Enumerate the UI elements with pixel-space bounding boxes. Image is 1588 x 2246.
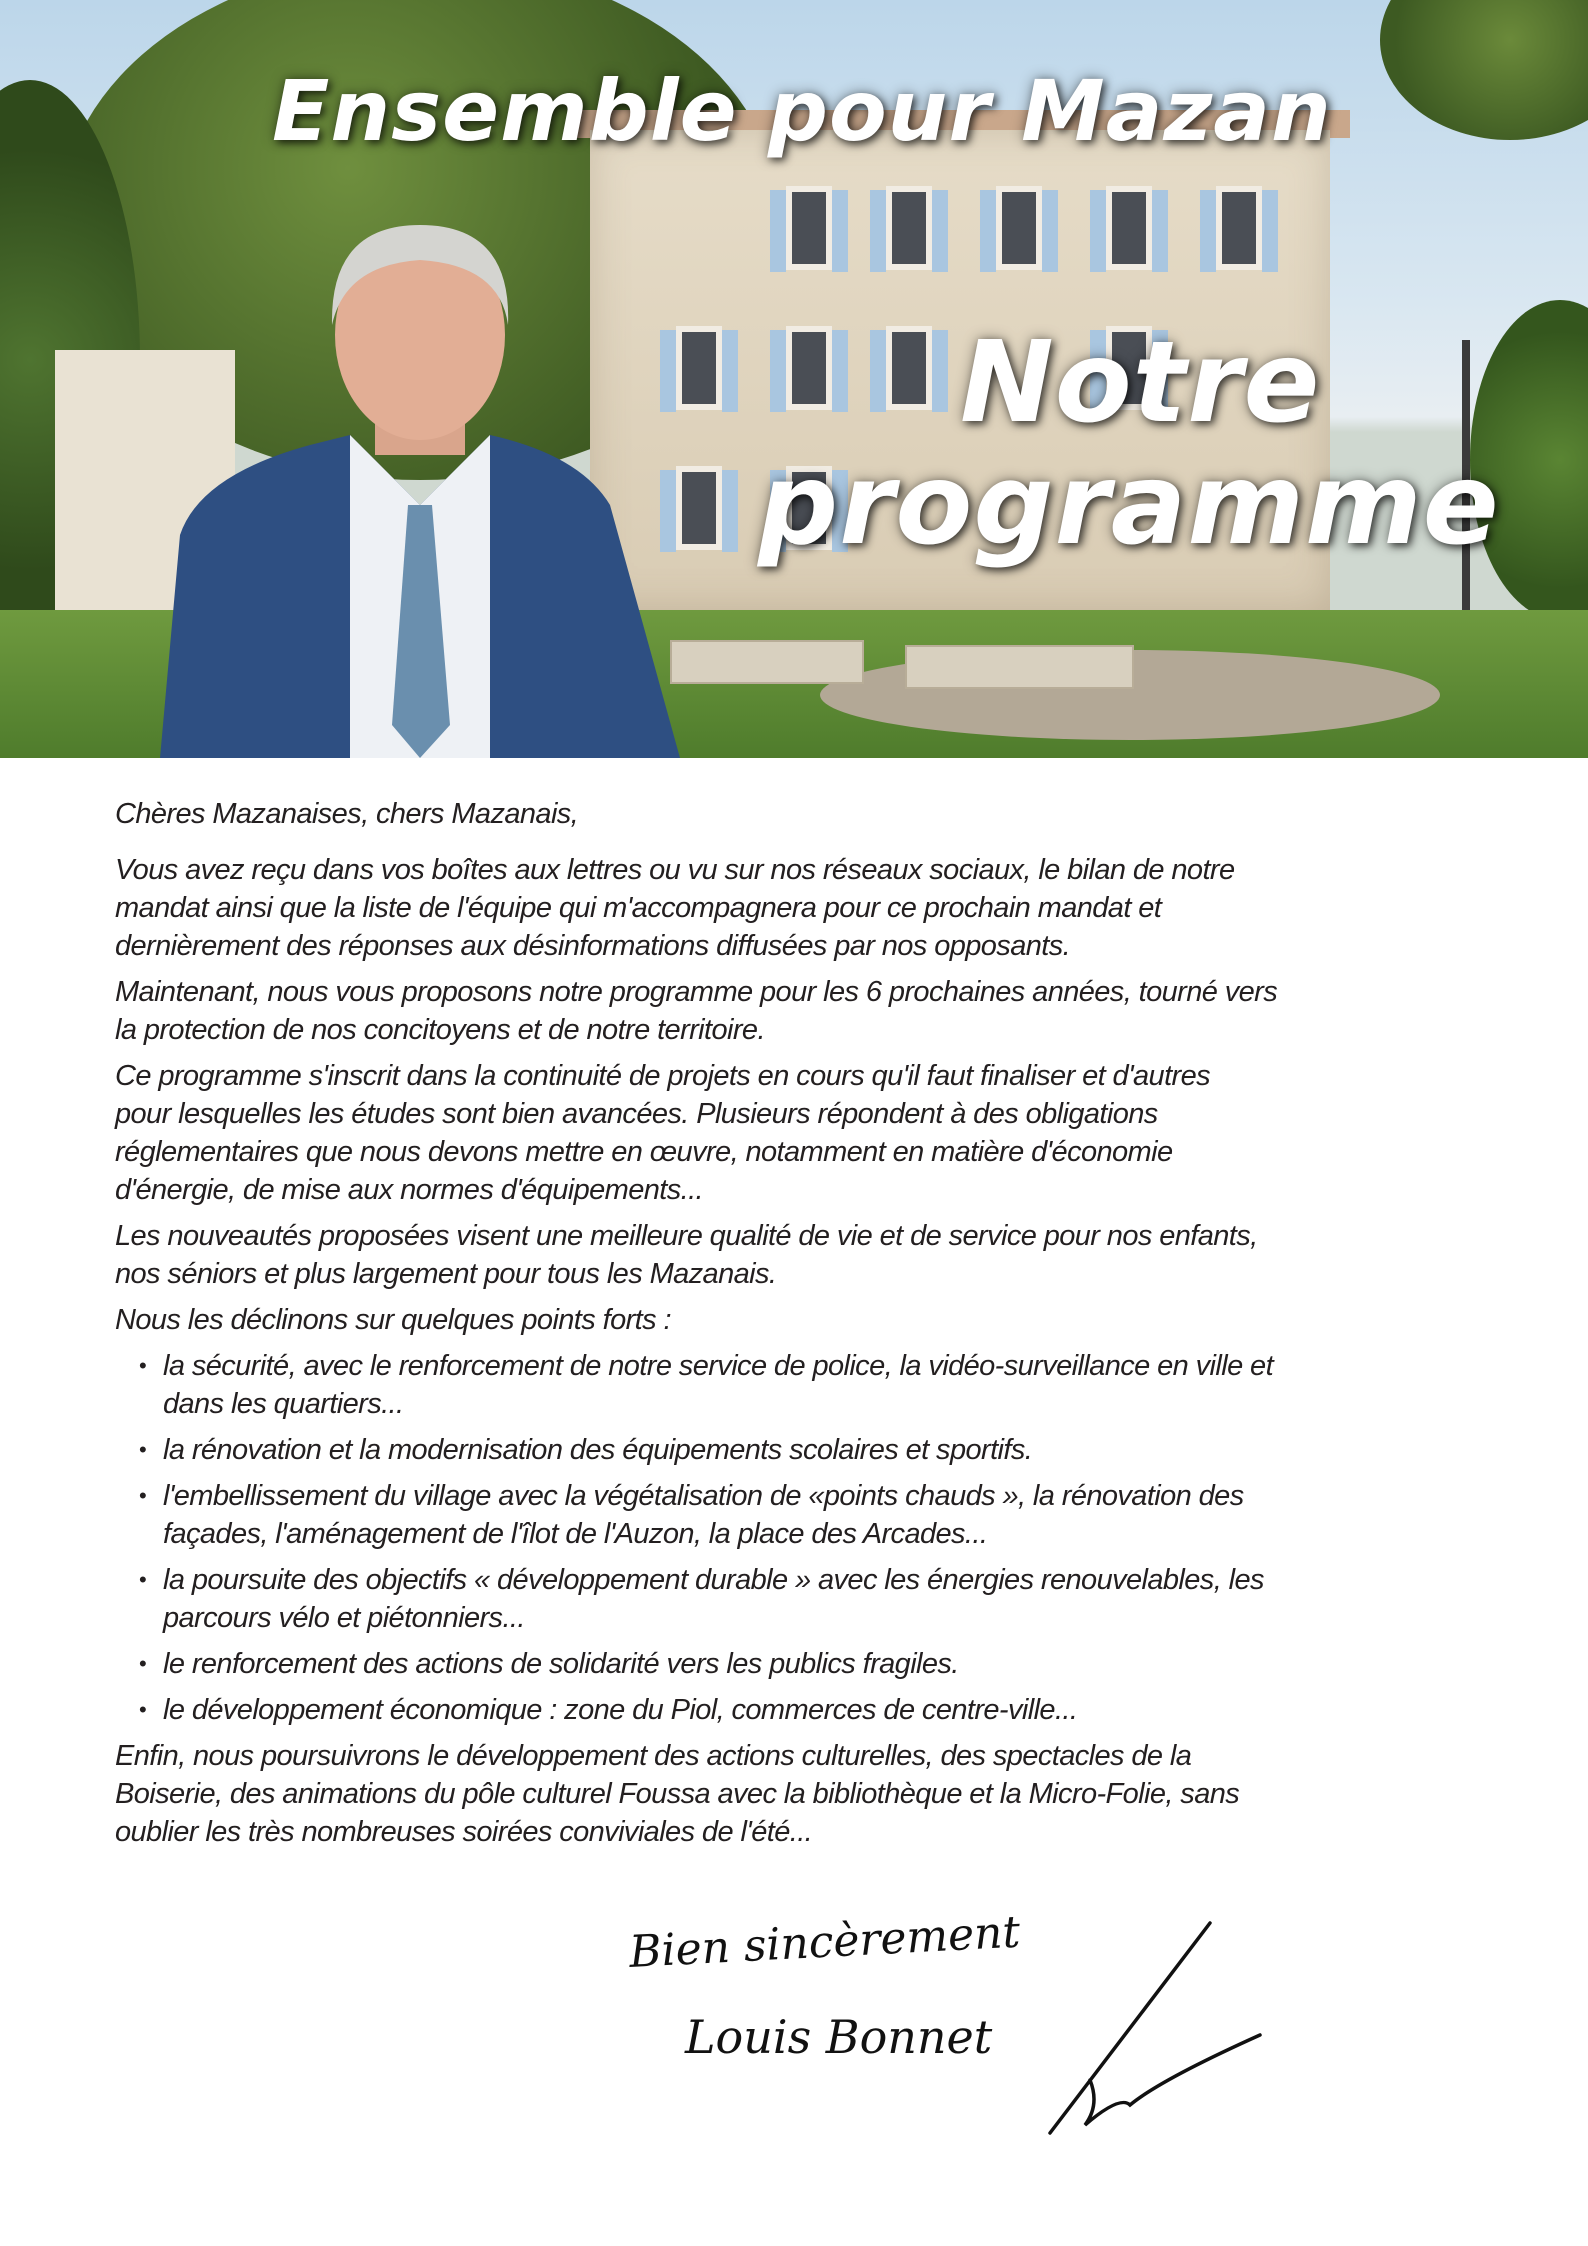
text-line: mandat ainsi que la liste de l'équipe qui m'accompagnera pour ce prochain mandat et <box>115 892 1162 924</box>
text-line: la poursuite des objectifs « développement durable » avec les énergies renouvelables, les <box>163 1564 1264 1596</box>
greeting: Chères Mazanaises, chers Mazanais, <box>115 798 579 830</box>
headline-programme: programme <box>758 440 1500 570</box>
text-line: réglementaires que nous devons mettre en œuvre, notamment en matière d'économie <box>115 1136 1173 1168</box>
text-line: le développement économique : zone du Piol, commerces de centre-ville... <box>163 1694 1078 1726</box>
bullet-icon: • <box>139 1697 147 1722</box>
text-line: Enfin, nous poursuivrons le développement des actions culturelles, des spectacles de la <box>115 1740 1192 1772</box>
bullet-icon: • <box>139 1353 147 1378</box>
list-item <box>115 1477 1495 1553</box>
signature-flourish <box>1050 1923 1260 2133</box>
signature-line-1: Bien sincèrement <box>627 1906 1022 1978</box>
paragraph <box>115 851 1495 965</box>
key-points-list <box>115 1347 1495 1729</box>
signature-line-2: Louis Bonnet <box>685 2010 993 2064</box>
text-line: la rénovation et la modernisation des équipements scolaires et sportifs. <box>163 1434 1033 1466</box>
candidate-portrait <box>160 205 680 758</box>
campaign-title: Ensemble pour Mazan <box>272 62 1332 160</box>
text-line: Les nouveautés proposées visent une meilleure qualité de vie et de service pour nos enfants, <box>115 1220 1258 1252</box>
text-line: pour lesquelles les études sont bien avancées. Plusieurs répondent à des obligations <box>115 1098 1158 1130</box>
text-line: le renforcement des actions de solidarité vers les publics fragiles. <box>163 1648 959 1680</box>
text-line: Maintenant, nous vous proposons notre programme pour les 6 prochaines années, tourné vers <box>115 976 1278 1008</box>
text-line: l'embellissement du village avec la végétalisation de «points chauds », la rénovation des <box>163 1480 1244 1512</box>
text-line: façades, l'aménagement de l'îlot de l'Auzon, la place des Arcades... <box>163 1518 988 1550</box>
bullet-icon: • <box>139 1567 147 1592</box>
text-line: d'énergie, de mise aux normes d'équipements... <box>115 1174 703 1206</box>
list-item <box>115 1645 1495 1683</box>
paragraph <box>115 973 1495 1049</box>
text-line: oublier les très nombreuses soirées conviviales de l'été... <box>115 1816 813 1848</box>
header-photo <box>0 0 1588 758</box>
paragraph <box>115 1217 1495 1293</box>
bullet-icon: • <box>139 1651 147 1676</box>
list-item <box>115 1431 1495 1469</box>
text-line: Boiserie, des animations du pôle culturel Foussa avec la bibliothèque et la Micro-Folie, sans <box>115 1778 1240 1810</box>
text-line: parcours vélo et piétonniers... <box>163 1602 525 1634</box>
text-line: Ce programme s'inscrit dans la continuité de projets en cours qu'il faut finaliser et d'autres <box>115 1060 1211 1092</box>
headline-notre: Notre <box>960 318 1321 448</box>
closing-paragraph <box>115 1737 1495 1851</box>
bullet-icon: • <box>139 1483 147 1508</box>
bullet-icon: • <box>139 1437 147 1462</box>
list-item <box>115 1691 1495 1729</box>
paragraph <box>115 1057 1495 1209</box>
paragraph <box>115 1301 1495 1339</box>
list-item <box>115 1347 1495 1423</box>
text-line: nos séniors et plus largement pour tous les Mazanais. <box>115 1258 777 1290</box>
handwritten-signature <box>600 1905 1280 2145</box>
text-line: Nous les déclinons sur quelques points forts : <box>115 1304 671 1336</box>
text-line: la protection de nos concitoyens et de notre territoire. <box>115 1014 765 1046</box>
letter-body <box>115 795 1495 1859</box>
list-item <box>115 1561 1495 1637</box>
text-line: la sécurité, avec le renforcement de notre service de police, la vidéo-surveillance en ville et <box>163 1350 1274 1382</box>
text-line: Vous avez reçu dans vos boîtes aux lettres ou vu sur nos réseaux sociaux, le bilan de notre <box>115 854 1235 886</box>
text-line: dans les quartiers... <box>163 1388 404 1420</box>
text-line: dernièrement des réponses aux désinformations diffusées par nos opposants. <box>115 930 1071 962</box>
